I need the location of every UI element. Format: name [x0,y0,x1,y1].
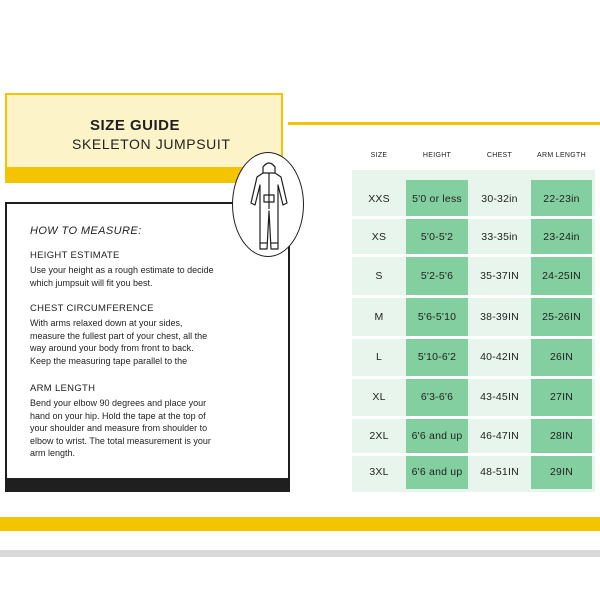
body-line: hand on your hip. Hold the tape at the top of [30,410,206,421]
section-body-arm [30,397,274,460]
jumpsuit-figure [232,152,304,257]
section-body-chest [30,317,274,367]
height-cell: 6'3-6'6 [420,391,454,403]
chest-cell: 30-32in [481,193,518,205]
body-line: Use your height as a rough estimate to decide [30,265,214,275]
body-line: Bend your elbow 90 degrees and place your [30,398,207,408]
body-line: elbow to wrist. The total measurement is your [30,435,211,446]
height-cell: 5'6-5'10 [417,311,457,323]
size-cell: S [375,270,383,282]
arm-cell: 27IN [550,391,573,403]
section-body-height [30,264,274,289]
col-head-chest: CHEST [486,152,513,159]
section-head-chest: CHEST CIRCUMFERENCE [30,303,154,314]
size-cell: XL [372,391,386,403]
arm-cell: 24-25IN [542,270,581,282]
height-cell: 5'10-6'2 [417,351,457,363]
col-head-size: SIZE [370,152,388,159]
how-to-measure-heading: HOW TO MEASURE: [30,225,142,237]
chest-cell: 48-51IN [480,466,519,478]
how-to-measure-strip [5,478,290,492]
height-cell: 6'6 and up [411,466,463,478]
chest-cell: 35-37IN [480,270,519,282]
bottom-accent-bar [0,517,600,531]
page-title: SIZE GUIDE [90,117,181,134]
col-head-arm-length: ARM LENGTH [537,152,586,159]
size-cell: XS [371,231,387,243]
chest-cell: 46-47IN [480,430,519,442]
size-cell: 3XL [369,466,389,478]
body-line: which jumpsuit will fit you best. [30,277,153,288]
body-line: way around your body from front to back. [30,343,194,354]
top-accent-rule [288,122,600,125]
size-cell: L [375,351,383,363]
page-subtitle: SKELETON JUMPSUIT [72,136,231,152]
arm-cell: 23-24in [543,231,580,243]
jumpsuit-icon [233,153,305,258]
chest-cell: 38-39IN [480,311,519,323]
size-cell: 2XL [369,430,389,442]
body-line: arm length. [30,448,76,459]
arm-cell: 28IN [550,430,573,442]
bottom-gray-bar [0,550,600,557]
chest-cell: 43-45IN [480,391,519,403]
height-cell: 5'0-5'2 [420,231,454,243]
body-line: Keep the measuring tape parallel to the [30,355,188,366]
body-line: measure the fullest part of your chest, all the [30,330,208,341]
arm-cell: 26IN [550,351,573,363]
col-head-height: HEIGHT [422,152,452,159]
size-cell: XXS [368,193,390,205]
height-cell: 5'0 or less [412,193,462,205]
section-head-height: HEIGHT ESTIMATE [30,250,120,261]
height-cell: 6'6 and up [411,430,463,442]
height-cell: 5'2-5'6 [420,270,454,282]
chest-cell: 33-35in [481,231,518,243]
arm-cell: 22-23in [543,193,580,205]
arm-cell: 25-26IN [542,311,581,323]
body-line: your shoulder and measure from shoulder to [30,423,208,434]
size-cell: M [374,311,384,323]
chest-cell: 40-42IN [480,351,519,363]
section-head-arm: ARM LENGTH [30,383,96,394]
arm-cell: 29IN [550,466,573,478]
body-line: With arms relaxed down at your sides, [30,318,183,328]
